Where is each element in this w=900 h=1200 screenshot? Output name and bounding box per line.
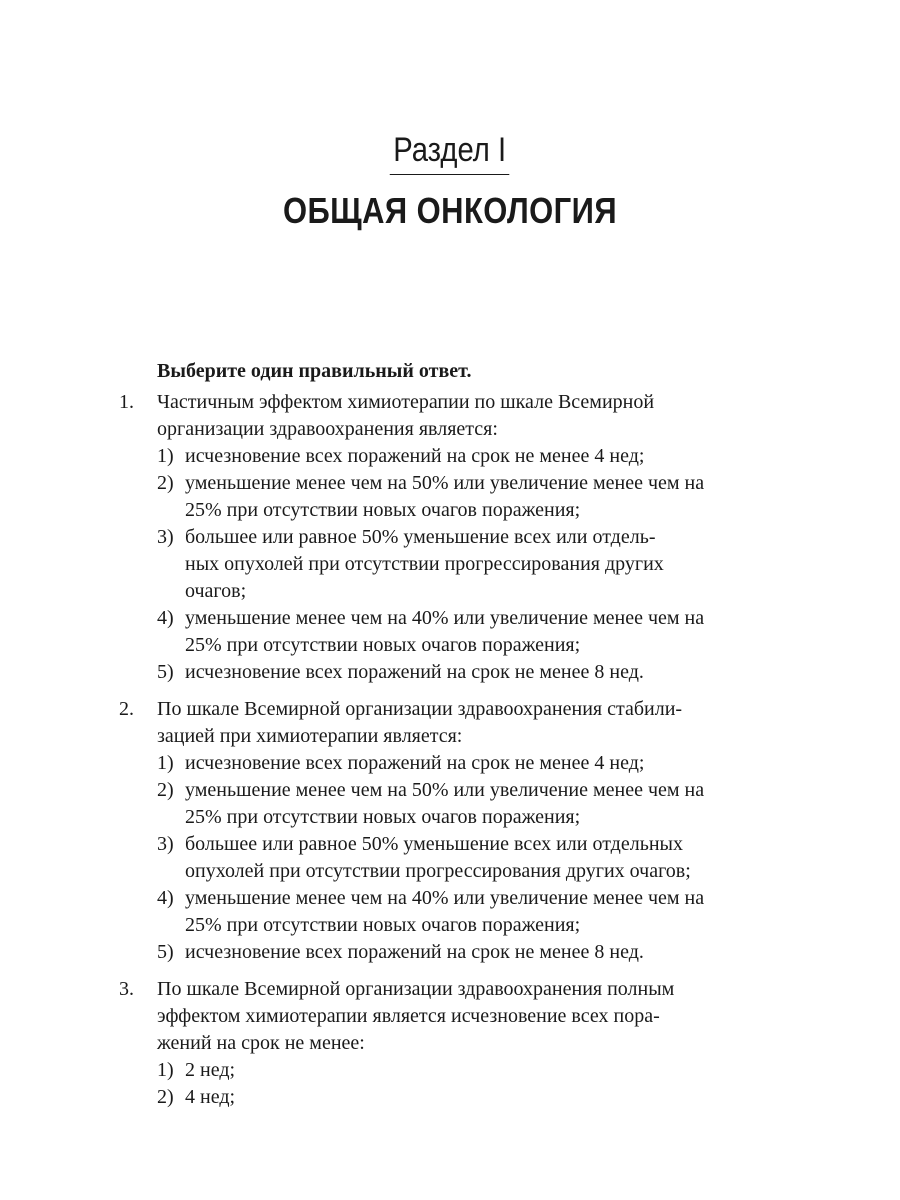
option-number: 1): [157, 752, 174, 774]
option-number: 2): [157, 472, 174, 494]
answer-option: [157, 831, 792, 885]
instruction-text: Выберите один правильный ответ.: [157, 360, 472, 382]
option-number: 1): [157, 445, 174, 467]
option-number: 4): [157, 887, 174, 909]
option-text: уменьшение менее чем на 50% или увеличение менее чем на 25% при отсутствии новых очагов поражения;: [185, 779, 705, 828]
question-list: [110, 358, 792, 1111]
question-text: Частичным эффектом химиотерапии по шкале Всемирной организации здравоохранения является:: [157, 391, 655, 440]
question-number: 1.: [119, 391, 134, 413]
option-text: уменьшение менее чем на 40% или увеличение менее чем на 25% при отсутствии новых очагов поражения;: [185, 887, 705, 936]
option-text: уменьшение менее чем на 50% или увеличение менее чем на 25% при отсутствии новых очагов поражения;: [185, 472, 705, 521]
section-header: [0, 128, 900, 233]
option-number: 5): [157, 661, 174, 683]
question-number: 2.: [119, 698, 134, 720]
option-number: 3): [157, 833, 174, 855]
option-number: 2): [157, 1086, 174, 1108]
option-number: 3): [157, 526, 174, 548]
option-text: 4 нед;: [185, 1086, 236, 1108]
option-text: исчезновение всех поражений на срок не менее 4 нед;: [185, 752, 645, 774]
answer-option: [157, 885, 792, 939]
question-3: [110, 976, 792, 1111]
answer-option: [157, 659, 792, 686]
answer-option: [157, 524, 792, 605]
question-text: По шкале Всемирной организации здравоохранения полным эффектом химиотерапии является исчезновение всех пора- жений на срок не менее:: [157, 978, 675, 1054]
option-text: 2 нед;: [185, 1059, 236, 1081]
option-number: 1): [157, 1059, 174, 1081]
option-number: 4): [157, 607, 174, 629]
option-text: исчезновение всех поражений на срок не менее 8 нед.: [185, 941, 644, 963]
option-text: исчезновение всех поражений на срок не менее 4 нед;: [185, 445, 645, 467]
option-number: 5): [157, 941, 174, 963]
question-number: 3.: [119, 978, 134, 1000]
answer-option: [157, 1084, 792, 1111]
option-text: большее или равное 50% уменьшение всех или отдель- ных опухолей при отсутствии прогрессирования других очагов;: [185, 526, 664, 602]
option-number: 2): [157, 779, 174, 801]
question-text: По шкале Всемирной организации здравоохранения стабили- зацией при химиотерапии является:: [157, 698, 683, 747]
answer-option: [157, 443, 792, 470]
question-1: [110, 389, 792, 686]
answer-option: [157, 750, 792, 777]
answer-option: [157, 939, 792, 966]
option-text: исчезновение всех поражений на срок не менее 8 нед.: [185, 661, 644, 683]
section-label: Раздел I: [390, 128, 510, 175]
answer-option: [157, 777, 792, 831]
answer-option: [157, 470, 792, 524]
answer-option: [157, 605, 792, 659]
section-title: ОБЩАЯ ОНКОЛОГИЯ: [282, 190, 618, 231]
answer-option: [157, 1057, 792, 1084]
option-text: большее или равное 50% уменьшение всех или отдельных опухолей при отсутствии прогрессирования других очагов;: [185, 833, 691, 882]
option-text: уменьшение менее чем на 40% или увеличение менее чем на 25% при отсутствии новых очагов поражения;: [185, 607, 705, 656]
question-2: [110, 696, 792, 966]
